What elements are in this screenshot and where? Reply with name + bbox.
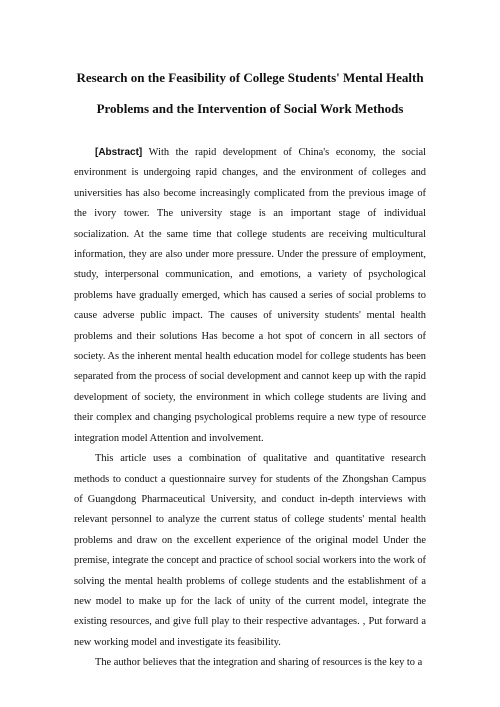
abstract-paragraph-1 <box>74 143 426 449</box>
abstract-label: [Abstract] <box>95 147 143 158</box>
paragraph-1-text: With the rapid development of China's economy, the social environment is undergoing rapid changes, and the environment of colleges and universities has also become increasingly complicated from the previous image of the ivory tower. The university stage is an important stage of individual socialization. At the same time that college students are receiving multicultural information, they are also under more pressure. Under the pressure of employment, study, interpersonal communication, and emotions, a variety of psychological problems have gradually emerged, which has caused a series of social problems to cause adverse public impact. The causes of university students' mental health problems and their solutions Has become a hot spot of concern in all sectors of society. As the inherent mental health education model for college students has been separated from the process of social development and cannot keep up with the rapid development of society, the environment in which college students are living and their complex and changing psychological problems require a new type of resource integration model Attention and involvement. <box>74 147 426 444</box>
abstract-paragraph-3: The author believes that the integration and sharing of resources is the key to a <box>95 657 423 669</box>
paper-title: Research on the Feasibility of College Students' Mental Health Problems and the Intervention of Social Work Methods <box>76 70 424 116</box>
abstract-body <box>74 143 426 674</box>
abstract-paragraph-2: This article uses a combination of qualitative and quantitative research methods to conduct a questionnaire survey for students of the Zhongshan Campus of Guangdong Pharmaceutical University, and conduct in-depth interviews with relevant personnel to analyze the current status of college students' mental health problems and draw on the excellent experience of the original model Under the premise, integrate the concept and practice of school social workers into the work of solving the mental health problems of college students and the establishment of a new model to make up for the lack of unity of the current model, integrate the existing resources, and give full play to their respective advantages. , Put forward a new working model and investigate its feasibility. <box>74 453 426 648</box>
